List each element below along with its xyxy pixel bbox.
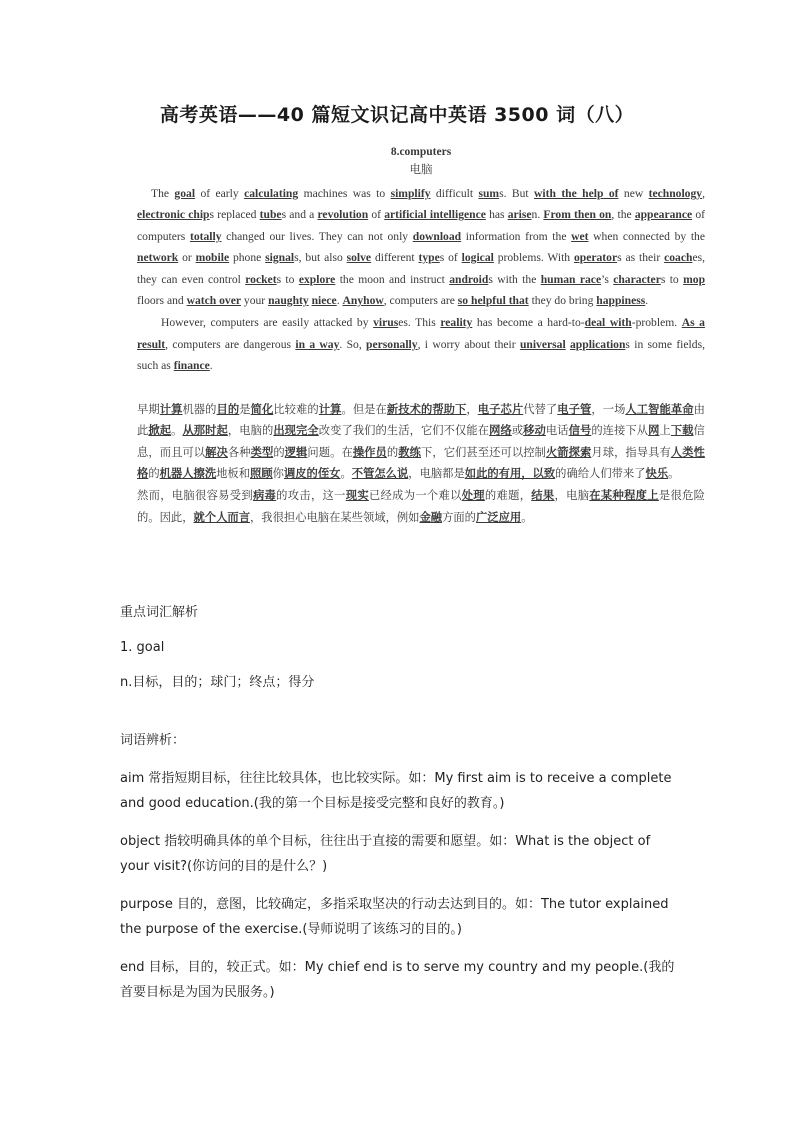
notes-heading: 重点词汇解析 — [120, 605, 199, 620]
analysis-heading: 词语辨析： — [120, 733, 186, 748]
analysis-entry-object: object 指较明确具体的单个目标，往往出于直接的需要和愿望。如：What is the object of your visit?(你访问的目的是什么？) — [120, 834, 651, 874]
passage-subtitle: 8.computers — [390, 146, 452, 158]
chinese-paragraph-2: 然而，电脑很容易受到病毒的攻击，这一现实已经成为一个难以处理的难题，结果，电脑在某种程度上是很危险的。因此，就个人而言，我很担心电脑在某些领域，例如金融方面的广泛应用。 — [137, 488, 705, 524]
english-paragraph-2: However, computers are easily attacked by viruses. This reality has become a hard-to-deal with-problem. As a result, computers are dangerous in a way. So, personally, i worry about their universal applications in some fields, such as finance. — [137, 316, 705, 373]
analysis-entry-purpose: purpose 目的，意图，比较确定，多指采取坚决的行动去达到目的。如：The tutor explained the purpose of the exercise.(导师说明了该练习的目的。) — [120, 897, 669, 937]
page-title: 高考英语——40 篇短文识记高中英语 3500 词（八） — [159, 104, 635, 126]
chinese-translation — [137, 399, 705, 529]
chinese-paragraph-1: 早期计算机器的目的是简化比较难的计算。但是在新技术的帮助下，电子芯片代替了电子管，一场人工智能革命由此掀起。从那时起，电脑的出现完全改变了我们的生活，它们不仅能在网络或移动电话信号的连接下从网上下载信息，而且可以解决各种类型的逻辑问题。在操作员的教练下，它们甚至还可以控制火箭探索月球，指导具有人类性格的机器人擦洗地板和照顾你调皮的侄女。不管怎么说，电脑都是如此的有用，以致的确给人们带来了快乐。 — [137, 401, 705, 481]
english-paragraph-1: The goal of early calculating machines was to simplify difficult sums. But with the help of new technology, electronic chips replaced tubes and a revolution of artificial intelligence has arisen. From then on, the appearance of computers totally changed our lives. They can not only download information from the wet when connected by the network or mobile phone signals, but also solve different types of logical problems. With operators as their coaches, they can even control rockets to explore the moon and instruct androids with the human race’s characters to mop floors and watch over your naughty niece. Anyhow, computers are so helpful that they do bring happiness. — [137, 187, 706, 308]
passage-subtitle-cn: 电脑 — [409, 164, 433, 176]
analysis-entry-end: end 目标，目的，较正式。如：My chief end is to serve my country and my people.(我的首要目标是为国为民服务。) — [120, 960, 675, 1000]
word-definition: n.目标，目的；球门；终点；得分 — [120, 675, 315, 690]
analysis-entry-aim: aim 常指短期目标，往往比较具体，也比较实际。如：My first aim is to receive a complete and good education.(我的第一个目标是接受完整和良好的教育。) — [120, 771, 672, 811]
vocabulary-notes — [120, 603, 680, 1018]
word-title: 1. goal — [120, 640, 165, 655]
passage-image — [137, 143, 705, 528]
analysis-list — [120, 766, 680, 1005]
